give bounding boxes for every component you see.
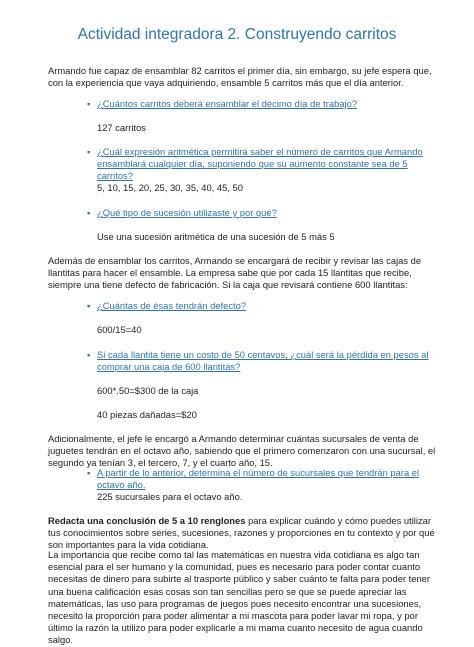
answer-2: 5, 10, 15, 20, 25, 30, 35, 40, 45, 50 [97, 182, 243, 193]
paragraph-2: Además de ensamblar los carritos, Armando se encargará de recibir y revisar las cajas de llantitas para hacer el ensamble. La empresa sabe que por cada 15 llantitas que recibe, siempre una tiene defecto de fabricación. Si la caja que revisará contiene 600 llantitas: [48, 255, 422, 291]
question-1 [87, 98, 442, 110]
question-2-text: ¿Cuál expresión aritmética permitirá saber el número de carritos que Armando ensamblará cualquier día, suponiendo que su aumento constante sea de 5 carritos? [97, 146, 423, 182]
question-4 [87, 300, 442, 312]
question-1-text: ¿Cuántos carritos deberá ensamblar el décimo día de trabajo? [97, 98, 358, 109]
intro-paragraph: Armando fue capaz de ensamblar 82 carritos el primer día, sin embargo, su jefe espera que, con la experiencia que vaya adquiriendo, ensamble 5 carritos más que el día anterior. [48, 65, 432, 89]
answer-3: Use una sucesión aritmética de una sucesión de 5 más 5 [97, 231, 335, 242]
bullet-icon: ▪ [87, 98, 91, 109]
answer-4: 600/15=40 [97, 324, 142, 335]
answer-5a: 600*.50=$300 de la caja [97, 385, 199, 396]
question-3-text: ¿Qué tipo de sucesión utilizaste y por qué? [97, 207, 277, 218]
bullet-icon: ▪ [87, 207, 91, 218]
bullet-icon: ▪ [87, 146, 91, 157]
page-title: Actividad integradora 2. Construyendo carritos [77, 26, 397, 43]
conclusion-prompt [48, 515, 436, 552]
question-6 [87, 467, 442, 491]
bullet-icon: ▪ [87, 467, 91, 478]
paragraph-3: Adicionalmente, el jefe le encargó a Armando determinar cuántas sucursales de venta de juguetes tendrán en el octavo año, sabiendo que el primero comenzaron con una sucursal, el segundo ya tenían 3, el tercero, 7, y el cuarto año, 15. [48, 433, 436, 469]
bullet-icon: ▪ [87, 300, 91, 311]
answer-1: 127 carritos [97, 122, 146, 133]
question-2 [87, 146, 442, 183]
conclusion-prompt-bold: Redacta una conclusión de 5 a 10 renglones [48, 515, 246, 526]
question-5 [87, 349, 442, 373]
question-5-text: Si cada llantita tiene un costo de 50 centavos, ¿cuál será la pérdida en pesos al comprar una caja de 600 llantitas? [97, 349, 429, 373]
question-4-text: ¿Cuántas de ésas tendrán defecto? [97, 300, 247, 311]
question-6-text: A partir de lo anterior, determina el número de sucursales que tendrán para el octavo año. [97, 467, 420, 491]
final-paragraph: La importancia que recibe como tal las matemáticas en nuestra vida cotidiana es algo tan esencial para el ser humano y la comunidad, pues es necesario para poder contar cuanto necesitas de dinero para subirte al trasporte público y saber cuánto te falta para poder tener una buena calificación esas cosas son tan sencillas pero se que se puede apreciar las matemáticas, las uso para programas de juegos pues necesito encontrar una sucesiones, necesito la proporción para poder alimentar a mi mascota para poder lavar mi ropa, y por último la razón la utilizo para poder explicarle a mi mama cuanto necesito de agua cuando salgo. [48, 549, 431, 646]
question-3 [87, 207, 442, 219]
bullet-icon: ▪ [87, 349, 91, 360]
conclusion-prompt-rest: para explicar cuándo y cómo puedes utilizar tus conocimientos sobre series, sucesiones, razones y proporciones en tu contexto y por qué son importantes para la vida cotidiana. [48, 515, 435, 551]
answer-6: 225 sucursales para el octavo año. [97, 491, 243, 502]
answer-5b: 40 piezas dañadas=$20 [97, 409, 197, 420]
